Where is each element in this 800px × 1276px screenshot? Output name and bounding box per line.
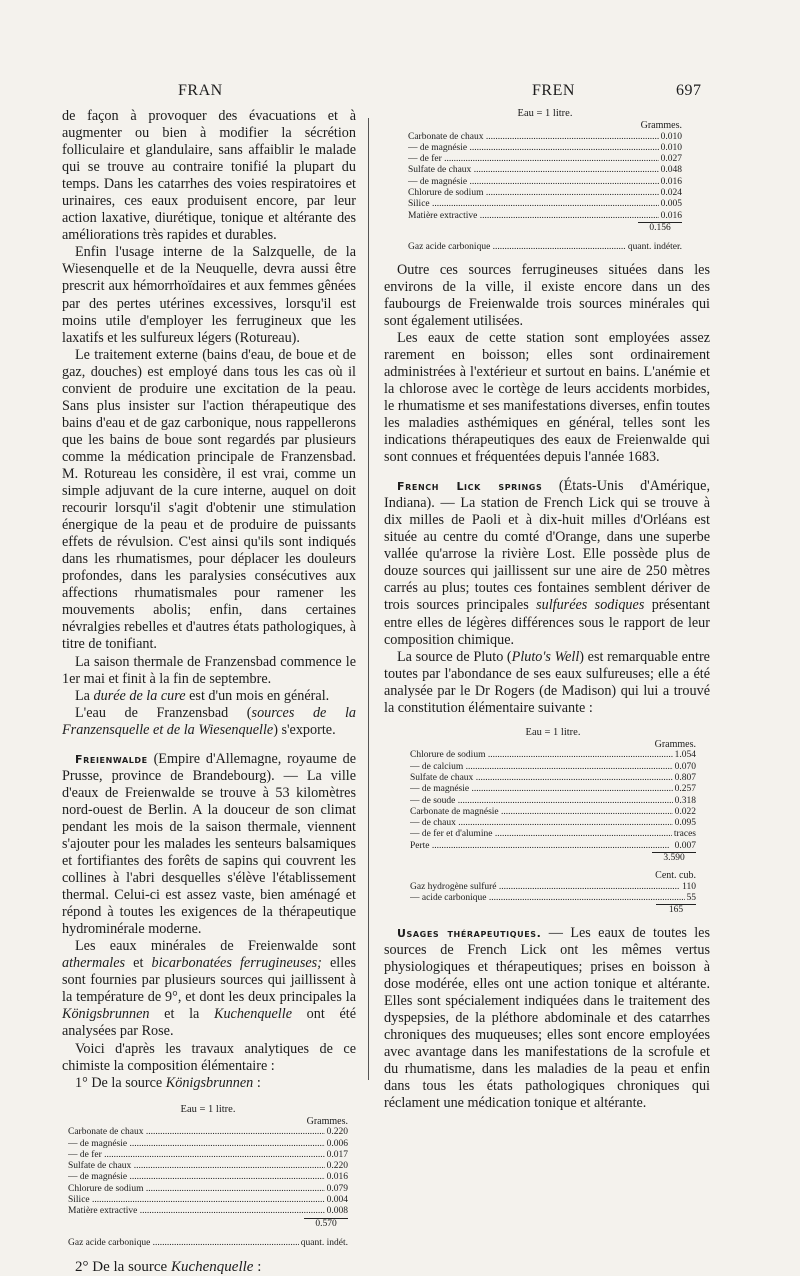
gas-total-row xyxy=(410,904,696,916)
row-value: 0.318 xyxy=(674,795,696,806)
italic-text: athermales xyxy=(62,955,126,972)
text: et la xyxy=(149,1006,214,1023)
table-total: 3.590 xyxy=(652,852,696,864)
gas-row xyxy=(408,242,682,253)
row-name: Matière extractive ..... xyxy=(408,211,659,222)
row-value: 0.220 xyxy=(326,1161,348,1172)
running-head-left: FRAN xyxy=(178,82,223,99)
gas-value: quant. indéter. xyxy=(627,242,682,253)
text: ont été analysées par Rose. xyxy=(62,1006,356,1040)
table-unit: Grammes. xyxy=(640,120,682,132)
row-name: Perte ..... xyxy=(410,841,673,852)
table-row xyxy=(68,1206,348,1217)
row-name: — de fer ..... xyxy=(408,154,659,165)
row-value: 0.010 xyxy=(660,131,682,142)
row-name: — de soude ..... xyxy=(410,796,673,807)
row-name: — de calcium ..... xyxy=(410,762,673,773)
table-row xyxy=(410,841,696,852)
paragraph: Le traitement externe (bains d'eau, de boue et de gaz, douches) est employé dans tous les cas où il convient de produire une excitation de la peau. Sans plus insister sur l'action thérapeutique des bains d'eau et de gaz carbonique, nous rappellerons que les bains de boue sont regardés par plusieurs comme la médication principale de Franzensbad. M. Rotureau les considère, il est vrai, comme un simple adjuvant de la cure interne, auquel on doit recourir lorsqu'il s'agit d'obtenir une stimulation énergique de la peau et de produire de puissants effets de révulsion. C'est ainsi qu'ils sont indiqués dans les rhumatismes, pour déplacer les douleurs profondes, dans les paralysies consécutives aux affections rhumatismales pour ramener les mouvements abolis; enfin, dans certaines névralgies rebelles et d'autres états pathologiques, à titre de tonifiant. xyxy=(62,346,356,653)
table-row xyxy=(68,1127,348,1138)
row-name: Chlorure de sodium ..... xyxy=(410,750,673,761)
table-caption: Eau = 1 litre. xyxy=(525,726,581,738)
table-row xyxy=(68,1139,348,1150)
row-name: Silice ..... xyxy=(408,199,659,210)
row-name: Sulfate de chaux ..... xyxy=(408,165,659,176)
row-name: — de magnésie ..... xyxy=(408,143,659,154)
row-value: 0.004 xyxy=(326,1195,348,1206)
italic-text: sulfurées sodiques xyxy=(536,597,645,614)
gas-value: quant. indét. xyxy=(300,1237,348,1248)
table-row xyxy=(408,188,682,199)
italic-text: bicarbonatées ferrugineuses; xyxy=(151,955,322,972)
row-name: Carbonate de chaux ..... xyxy=(68,1127,325,1138)
table-row xyxy=(408,154,682,165)
text: elles sont fournies par plusieurs sources qui jaillissent à la température de 9°, et dont les deux principales la xyxy=(62,955,357,1006)
row-name: — de magnésie ..... xyxy=(68,1172,325,1183)
table-unit: Grammes. xyxy=(654,739,696,751)
row-value: 0.006 xyxy=(326,1138,348,1149)
section-heading: Usages thérapeutiques. xyxy=(397,926,542,940)
gas-row xyxy=(410,893,696,904)
text: ) s'exporte. xyxy=(273,721,336,738)
row-name: Sulfate de chaux ..... xyxy=(68,1161,325,1172)
text: Les eaux minérales de Freienwalde sont xyxy=(75,938,356,955)
column-divider xyxy=(368,118,369,1080)
entry-usages xyxy=(384,925,710,1113)
row-name: Matière extractive ..... xyxy=(68,1206,325,1217)
table-row xyxy=(410,818,696,829)
table-total-row xyxy=(68,1218,348,1230)
paragraph: Les eaux de cette station sont employées assez rarement en boisson; elles sont ordinairement administrées à l'extérieur et surtout en bains. L'anémie et la chlorose avec le cortège de leurs accidents morbides, le rhumatisme et ses manifestations diverses, enfin toutes les maladies asthémiques en général, telles sont les indications thérapeutiques des eaux de Freienwalde qui sont connues et fréquentées depuis l'année 1683. xyxy=(384,329,710,466)
paragraph: La saison thermale de Franzensbad commence le 1er mai et finit à la fin de septembre. xyxy=(62,653,356,687)
row-value: 1.054 xyxy=(674,750,696,761)
row-value: 55 xyxy=(686,892,696,903)
gas-total: 165 xyxy=(656,904,696,916)
text: (Empire d'Allemagne, royaume de Prusse, province de Brandebourg). — La ville d'eaux de Freienwalde se trouve à 53 kilomètres nord-ouest de Berlin. A la douceur de son climat pendant les mois de la saison thermale, viennent s'ajouter pour les malades les senteurs balsamiques et fortifiantes des forêts de sapins qui couvrent les collines à l'abri desquelles s'élève l'établissement thermal. Celui-ci est assez vaste, bien aménagé et répond à toutes les exigences de la thérapeutique hydrominérale moderne. xyxy=(62,750,357,938)
row-name: — de fer et d'alumine ..... xyxy=(410,829,672,840)
table-row xyxy=(68,1195,348,1206)
row-value: 0.008 xyxy=(326,1206,348,1217)
gas-row xyxy=(68,1238,348,1249)
row-name: Gaz hydrogène sulfuré ..... xyxy=(410,882,680,893)
table-total: 0.570 xyxy=(304,1218,348,1230)
analysis-table-pluto xyxy=(410,727,696,917)
row-name: Chlorure de sodium ..... xyxy=(408,188,659,199)
row-value: 0.807 xyxy=(674,772,696,783)
italic-text: Königsbrunnen xyxy=(165,1074,254,1091)
row-name: Chlorure de sodium ..... xyxy=(68,1184,325,1195)
gas-row xyxy=(410,882,696,893)
text: ) est remarquable entre toutes par l'abondance de ses eaux sulfureuses; elle a été analysée par le Dr Rogers (de Madison) qui lui a trouvé la constitution élémentaire suivante : xyxy=(384,648,710,716)
paragraph: de façon à provoquer des évacuations et à augmenter ou bien à modifier la sécrétion folliculaire et glandulaire, sans affaiblir le malade qui se trouve au contraire tonifié la plupart du temps. Dans les catarrhes des voies respiratoires et urinaires, ces eaux produisent encore, par leur action laxative, diurétique, tonique et altérante des améliorations très rapides et durables. xyxy=(62,108,356,244)
table-row xyxy=(410,829,696,840)
table-row xyxy=(408,143,682,154)
row-name: — de fer ..... xyxy=(68,1150,325,1161)
italic-text: sources de la Franzensquelle et de la Wiesenquelle xyxy=(62,704,356,738)
paragraph xyxy=(62,1259,356,1276)
italic-text: Königsbrunnen xyxy=(62,1006,150,1023)
running-head-right: FREN xyxy=(532,82,575,99)
row-value: 110 xyxy=(682,881,696,892)
paragraph: Outre ces sources ferrugineuses situées dans les environs de la ville, il existe encore dans un des faubourgs de Freienwalde trois sources minérales qui sont également utilisées. xyxy=(384,261,710,329)
italic-text: durée de la cure xyxy=(93,687,186,704)
paragraph xyxy=(384,649,710,717)
row-value: 0.007 xyxy=(674,840,696,851)
table-row xyxy=(408,211,682,222)
right-column xyxy=(384,108,710,1112)
row-value: 0.005 xyxy=(660,199,682,210)
text: L'eau de Franzensbad ( xyxy=(75,704,252,721)
entry-french-lick xyxy=(384,478,710,648)
table-row xyxy=(68,1150,348,1161)
row-value: 0.016 xyxy=(326,1172,348,1183)
entry-heading: French Lick springs xyxy=(397,480,543,494)
row-name: — de chaux ..... xyxy=(410,818,673,829)
table-row xyxy=(410,784,696,795)
page-number: 697 xyxy=(676,82,702,99)
row-value: 0.016 xyxy=(660,176,682,187)
row-value: 0.220 xyxy=(326,1127,348,1138)
row-name: — acide carbonique ..... xyxy=(410,893,685,904)
table-row xyxy=(408,177,682,188)
table-unit: Grammes. xyxy=(306,1115,348,1127)
row-value: 0.022 xyxy=(674,806,696,817)
row-name: Carbonate de magnésie ..... xyxy=(410,807,673,818)
row-value: 0.010 xyxy=(660,142,682,153)
table-caption: Eau = 1 litre. xyxy=(517,108,573,119)
table-caption: Eau = 1 litre. xyxy=(180,1103,236,1115)
text: — Les eaux de toutes les sources de French Lick ont les mêmes vertus physiologiques et thérapeutiques; prises en boisson à dose modérée, elles ont une action tonique et altérante. Elles sont spécialement indiquées dans le traitement des dyspepsies, de la pléthore abdominale et des catarrhes chroniques des muqueuses; elles sont encore employées avec avantage dans les manifestations de la scrofule et du rhumatisme, dans les maladies de la peau et enfin dans tous les états pathologiques chroniques qui réclament une médication tonique et altérante. xyxy=(384,924,710,1111)
left-column xyxy=(62,108,356,1276)
row-value: traces xyxy=(673,829,696,840)
row-value: 0.048 xyxy=(660,165,682,176)
row-name: Carbonate de chaux ..... xyxy=(408,132,659,143)
table-total-row xyxy=(408,222,682,234)
table-row xyxy=(68,1161,348,1172)
table-row xyxy=(408,165,682,176)
entry-freienwalde xyxy=(62,751,356,939)
table-row xyxy=(68,1172,348,1183)
text: 1° De la source xyxy=(75,1074,166,1091)
gas-unit: Cent. cub. xyxy=(655,870,696,882)
gas-name: Gaz acide carbonique ..... xyxy=(408,242,626,253)
table-total: 0.156 xyxy=(638,222,682,234)
table-row xyxy=(410,762,696,773)
row-value: 0.017 xyxy=(326,1149,348,1160)
table-row xyxy=(410,807,696,818)
text: est d'un mois en général. xyxy=(185,687,330,704)
paragraph: Enfin l'usage interne de la Salzquelle, de la Wiesenquelle et de la Neuquelle, devra aussi être prescrit aux hémorrhoïdaires et aux femmes gênées par des pertes utérines excessives, lorsqu'il est moins utile d'employer les ferrugineux que les laxatifs et les sulfureux légers (Rotureau). xyxy=(62,244,356,346)
table-total-row xyxy=(410,852,696,864)
text: 2° De la source xyxy=(75,1259,171,1276)
paragraph xyxy=(62,938,356,1040)
italic-text: Pluto's Well xyxy=(511,648,580,665)
text: : xyxy=(253,1259,262,1276)
text: présentant entre elles de légères différences sous le rapport de leur composition chimique. xyxy=(384,597,711,648)
row-name: Sulfate de chaux ..... xyxy=(410,773,673,784)
row-name: — de magnésie ..... xyxy=(408,177,659,188)
gas-name: Gaz acide carbonique ..... xyxy=(68,1238,299,1249)
text: et xyxy=(125,955,152,972)
text: : xyxy=(253,1074,261,1091)
row-value: 0.027 xyxy=(660,154,682,165)
table-row xyxy=(408,132,682,143)
row-value: 0.024 xyxy=(660,188,682,199)
table-row xyxy=(68,1184,348,1195)
table-row xyxy=(410,773,696,784)
row-value: 0.070 xyxy=(674,761,696,772)
italic-text: Kuchenquelle xyxy=(170,1259,254,1276)
row-name: — de magnésie ..... xyxy=(410,784,673,795)
paragraph: Voici d'après les travaux analytiques de ce chimiste la composition élémentaire : xyxy=(62,1040,356,1074)
analysis-table-konigsbrunnen xyxy=(68,1104,348,1250)
italic-text: Kuchenquelle xyxy=(213,1006,292,1023)
paragraph xyxy=(62,1075,356,1092)
row-name: Silice ..... xyxy=(68,1195,325,1206)
text: (États-Unis d'Amérique, Indiana). — La station de French Lick qui se trouve à dix milles de Paoli et à dix-huit milles d'Orléans est située au centre du comté d'Orange, dans une superbe vallée qu'arrose la rivière Lost. Elle possède plus de douze sources qui jaillissent sur une aire de 250 mètres carrés au plus; toutes ces fontaines semblent dériver de trois sources principales xyxy=(384,478,710,614)
table-row xyxy=(410,796,696,807)
analysis-table-kuchenquelle xyxy=(408,108,682,254)
row-name: — de magnésie ..... xyxy=(68,1139,325,1150)
table-row xyxy=(408,199,682,210)
row-value: 0.257 xyxy=(674,784,696,795)
paragraph xyxy=(62,705,356,739)
paragraph xyxy=(62,688,356,705)
table-row xyxy=(410,750,696,761)
row-value: 0.016 xyxy=(660,210,682,221)
row-value: 0.079 xyxy=(326,1183,348,1194)
entry-heading: Freienwalde xyxy=(75,752,148,766)
text: La source de Pluto ( xyxy=(397,648,512,665)
row-value: 0.095 xyxy=(674,818,696,829)
text: La xyxy=(75,687,94,704)
